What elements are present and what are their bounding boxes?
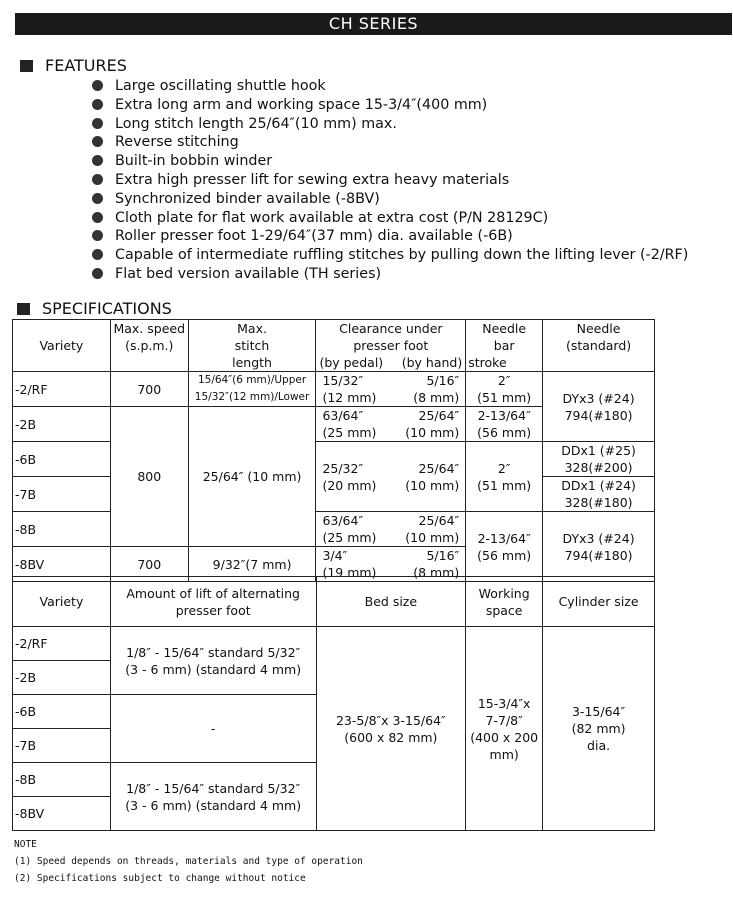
spec-table-1 [12,319,655,582]
bar-stroke-cell: 2″ (51 mm) [466,372,543,407]
table-row [13,512,655,547]
feature-item: Capable of intermediate ruffling stitches by pulling down the lifting lever (-2/RF) [92,246,688,265]
bullet-icon [92,80,103,91]
needle-cell: DDx1 (#25) 328(#200) [543,442,655,477]
table-row [13,442,655,477]
lift-cell: 1/8″ - 15/64″ standard 5/32″ (3 - 6 mm) (standard 4 mm) [110,763,316,831]
variety-cell: -2/RF [13,627,111,661]
header-stitch-length: Max. stitch length [188,320,316,372]
needle-cell: DDx1 (#24) 328(#180) [543,477,655,512]
notes [14,836,363,887]
feature-item: Roller presser foot 1-29/64″(37 mm) dia. available (-6B) [92,227,688,246]
variety-cell: -2/RF [13,372,111,407]
features-heading [20,56,127,75]
bar-stroke-cell: 2-13/64″ (56 mm) [466,512,543,582]
feature-item: Reverse stitching [92,133,688,152]
variety-cell: -2B [13,407,111,442]
needle-cell: DYx3 (#24) 794(#180) [543,512,655,582]
features-heading-text: FEATURES [45,56,127,75]
feature-item: Built-in bobbin winder [92,152,688,171]
series-title-banner: CH SERIES [15,13,732,35]
square-bullet-icon [17,303,30,315]
header-needle-bar-stroke: Needle bar stroke [466,320,543,372]
needle-cell: DYx3 (#24) 794(#180) [543,372,655,442]
bed-size-cell: 23-5/8″x 3-15/64″ (600 x 82 mm) [316,627,466,831]
cylinder-size-cell: 3-15/64″ (82 mm) dia. [543,627,655,831]
feature-item: Extra long arm and working space 15-3/4″(400 mm) [92,96,688,115]
stitch-cell: 9/32″(7 mm) [188,547,316,582]
header-cylinder-size: Cylinder size [543,577,655,627]
feature-item: Cloth plate for flat work available at extra cost (P/N 28129C) [92,209,688,228]
header-bed-size: Bed size [316,577,466,627]
header-lift: Amount of lift of alternating presser foot [110,577,316,627]
header-needle: Needle (standard) [543,320,655,372]
speed-cell: 800 [110,407,188,547]
bullet-icon [92,99,103,110]
table-header-row [13,320,655,372]
header-variety: Variety [13,577,111,627]
bar-stroke-cell: 2-13/64″ (56 mm) [466,407,543,442]
bullet-icon [92,118,103,129]
clearance-cell: 63/64″ 25/64″ (25 mm) (10 mm) [316,512,466,547]
note-item: (1) Speed depends on threads, materials and type of operation [14,856,363,867]
header-variety: Variety [13,320,111,372]
bullet-icon [92,174,103,185]
feature-item: Flat bed version available (TH series) [92,265,688,284]
clearance-cell: 3/4″ 5/16″ (19 mm) (8 mm) [316,547,466,582]
table-row [13,627,655,661]
bullet-icon [92,249,103,260]
table-header-row [13,577,655,627]
variety-cell: -8B [13,763,111,797]
bullet-icon [92,268,103,279]
clearance-cell: 25/32″ 25/64″ (20 mm) (10 mm) [316,442,466,512]
bullet-icon [92,155,103,166]
speed-cell: 700 [110,547,188,582]
stitch-cell: 25/64″ (10 mm) [188,407,316,547]
bar-stroke-cell: 2″ (51 mm) [466,442,543,512]
feature-item: Extra high presser lift for sewing extra heavy materials [92,171,688,190]
feature-item: Large oscillating shuttle hook [92,77,688,96]
working-space-cell: 15-3/4″x 7-7/8″ (400 x 200 mm) [466,627,543,831]
spec-table-2 [12,576,655,831]
specifications-heading [17,299,172,318]
header-working-space: Working space [466,577,543,627]
lift-cell: 1/8″ - 15/64″ standard 5/32″ (3 - 6 mm) (standard 4 mm) [110,627,316,695]
features-list [92,77,688,284]
square-bullet-icon [20,60,33,72]
header-clearance: Clearance under presser foot (by pedal) (by hand) [316,320,466,372]
feature-item: Long stitch length 25/64″(10 mm) max. [92,115,688,134]
variety-cell: -6B [13,695,111,729]
variety-cell: -8B [13,512,111,547]
lift-cell: - [110,695,316,763]
bullet-icon [92,136,103,147]
table-row [13,372,655,407]
stitch-cell: 15/64″(6 mm)/Upper 15/32″(12 mm)/Lower [188,372,316,407]
bullet-icon [92,230,103,241]
variety-cell: -2B [13,661,111,695]
variety-cell: -7B [13,729,111,763]
note-label: NOTE [14,839,37,850]
bullet-icon [92,193,103,204]
feature-item: Synchronized binder available (-8BV) [92,190,688,209]
speed-cell: 700 [110,372,188,407]
bullet-icon [92,212,103,223]
variety-cell: -8BV [13,797,111,831]
variety-cell: -6B [13,442,111,477]
note-item: (2) Specifications subject to change without notice [14,873,306,884]
variety-cell: -7B [13,477,111,512]
header-max-speed: Max. speed (s.p.m.) [110,320,188,372]
specifications-heading-text: SPECIFICATIONS [42,299,172,318]
variety-cell: -8BV [13,547,111,582]
clearance-cell: 15/32″ 5/16″ (12 mm) (8 mm) [316,372,466,407]
clearance-cell: 63/64″ 25/64″ (25 mm) (10 mm) [316,407,466,442]
